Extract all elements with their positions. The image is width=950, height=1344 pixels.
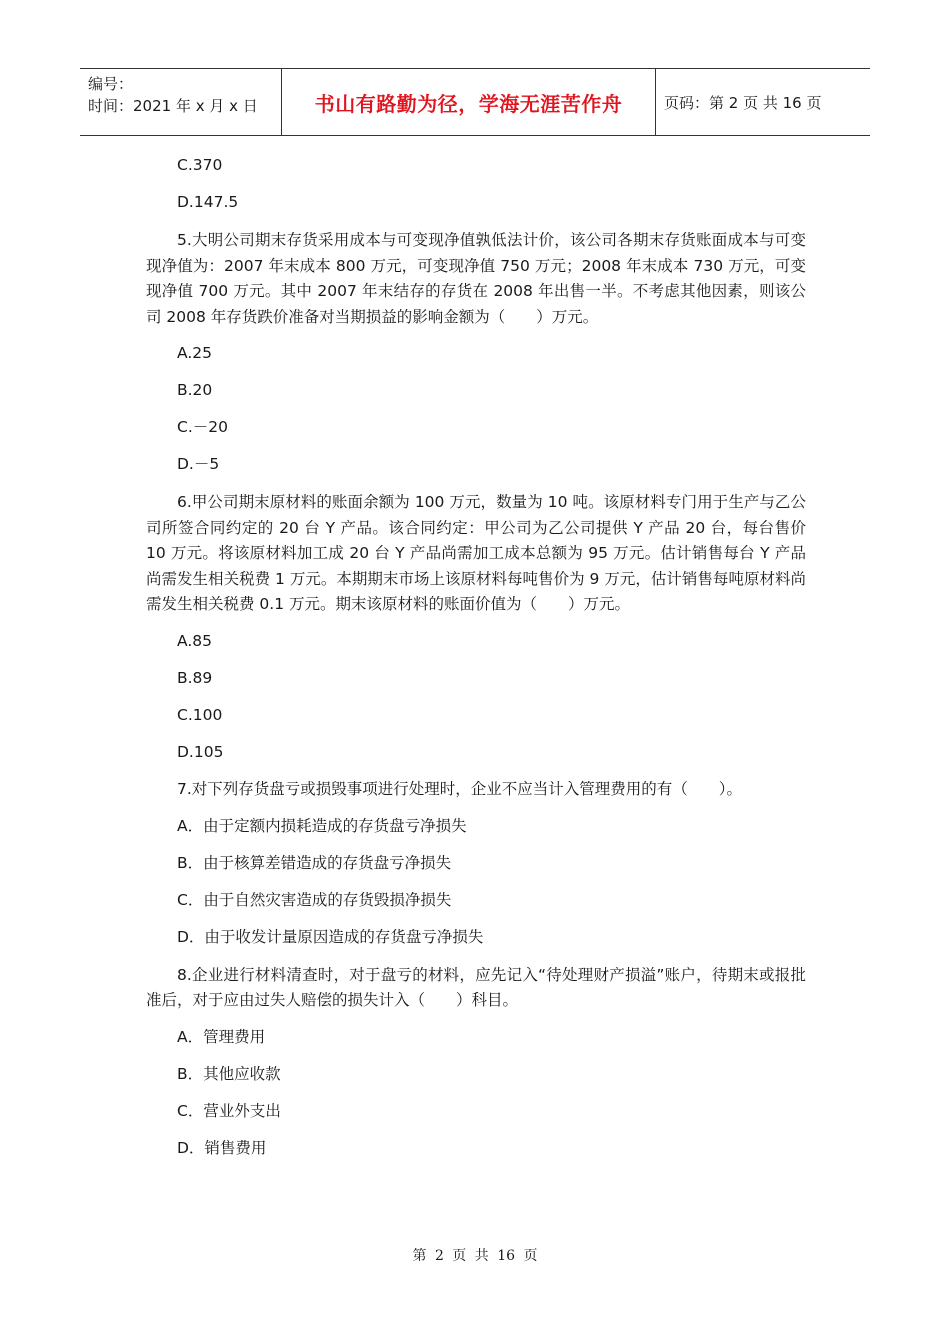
header-page-info-cell: [656, 69, 870, 135]
document-number-label: 编号：: [88, 75, 134, 93]
answer-option: B．其他应收款: [177, 1064, 281, 1083]
question-stem: 8.企业进行材料清查时，对于盘亏的材料，应先记入“待处理财产损溢”账户，待期末或报批准后，对于应由过失人赔偿的损失计入（ ）科目。: [146, 965, 806, 1009]
answer-option: D.105: [177, 742, 224, 761]
answer-option: B.89: [177, 668, 213, 687]
answer-option: B．由于核算差错造成的存货盘亏净损失: [177, 853, 452, 872]
answer-option: D.147.5: [177, 193, 239, 211]
answer-option: A．管理费用: [177, 1027, 266, 1046]
question-stem: 5.大明公司期末存货采用成本与可变现净值孰低法计价，该公司各期末存货账面成本与可变现净值为：2007 年末成本 800 万元，可变现净值 750 万元；2008 年末成本 730 万元，可变现净值 700 万元。其中 2007 年末结存的存货在 2008 年出售一半。不考虑其他因素，则该公司 2008 年存货跌价准备对当期损益的影响金额为（ ）万元。: [146, 231, 806, 326]
answer-option: C．营业外支出: [177, 1101, 281, 1120]
document-body: [146, 154, 806, 1174]
header-page-info: 页码：第 2 页 共 16 页: [664, 93, 822, 112]
answer-option: D．销售费用: [177, 1138, 267, 1157]
page-header: [80, 68, 870, 136]
answer-option: D.－5: [177, 455, 220, 473]
answer-option: 7.对下列存货盘亏或损毁事项进行处理时，企业不应当计入管理费用的有（ ）。: [177, 779, 743, 798]
header-motto: 书山有路勤为径，学海无涯苦作舟: [314, 91, 623, 116]
answer-option: B.20: [177, 381, 213, 399]
answer-option: D．由于收发计量原因造成的存货盘亏净损失: [177, 927, 484, 946]
header-meta: [80, 69, 281, 135]
answer-option: C.370: [177, 156, 223, 174]
answer-option: C．由于自然灾害造成的存货毁损净损失: [177, 890, 452, 909]
header-motto-cell: [281, 69, 656, 135]
question-stem: 6.甲公司期末原材料的账面余额为 100 万元，数量为 10 吨。该原材料专门用于生产与乙公司所签合同约定的 20 台 Y 产品。该合同约定：甲公司为乙公司提供 Y 产品 20 台，每台售价 10 万元。将该原材料加工成 20 台 Y 产品尚需加工成本总额为 95 万元。估计销售每台 Y 产品尚需发生相关税费 1 万元。本期期末市场上该原材料每吨售价为 9 万元，估计销售每吨原材料尚需发生相关税费 0.1 万元。期末该原材料的账面价值为（ ）万元。: [146, 493, 806, 613]
answer-option: A.85: [177, 631, 212, 650]
page-footer: 第 2 页 共 16 页: [412, 1248, 538, 1264]
answer-option: A.25: [177, 344, 212, 362]
answer-option: C.－20: [177, 418, 228, 436]
document-date: 时间：2021 年 x 月 x 日: [88, 97, 258, 115]
answer-option: A．由于定额内损耗造成的存货盘亏净损失: [177, 816, 467, 835]
answer-option: C.100: [177, 705, 223, 724]
